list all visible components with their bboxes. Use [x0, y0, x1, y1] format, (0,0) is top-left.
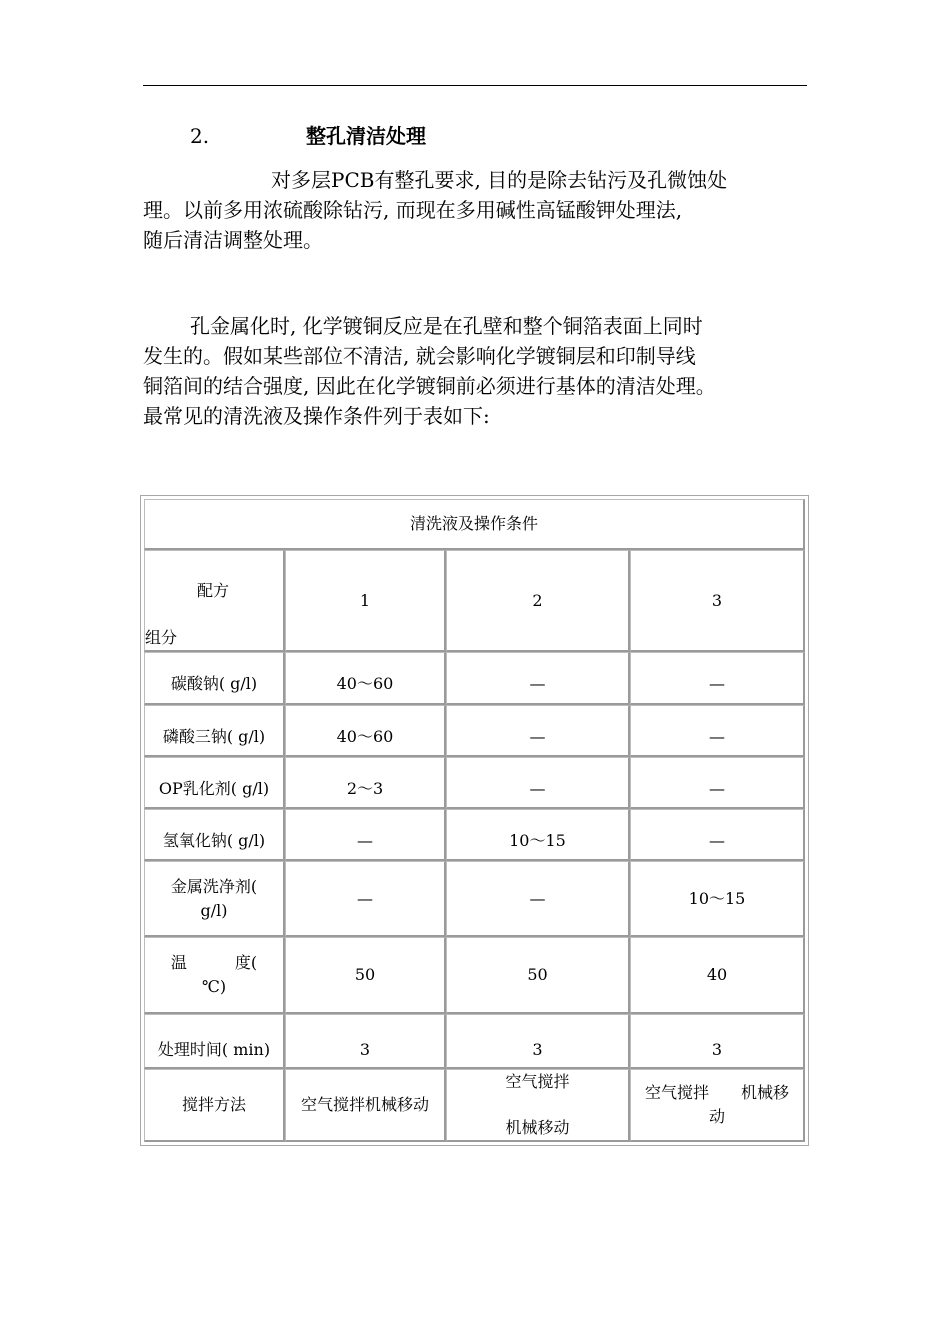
corner-label-formula: 配方 [197, 581, 230, 600]
table-cell: — [630, 757, 805, 809]
column-header: 2 [446, 550, 630, 652]
table-cell: 3 [630, 1014, 805, 1069]
table-cell: — [446, 757, 630, 809]
paragraph-line: 对多层PCB有整孔要求, 目的是除去钻污及孔微蚀处 [271, 168, 728, 192]
table-cell: — [630, 809, 805, 861]
table-cell: — [446, 705, 630, 757]
table-row [144, 1014, 805, 1069]
table-header-corner [144, 550, 285, 652]
row-label: 磷酸三钠( g/l) [144, 705, 285, 757]
paragraph-line: 发生的。假如某些部位不清洁, 就会影响化学镀铜层和印制导线 [143, 344, 696, 368]
table-row [144, 652, 805, 705]
row-label: 氢氧化钠( g/l) [144, 809, 285, 861]
table-cell [630, 1069, 805, 1142]
row-label-line: ℃) [201, 977, 227, 996]
table-caption: 清洗液及操作条件 [144, 499, 805, 550]
cell-line: 空气搅拌 [505, 1072, 570, 1091]
paragraph-purpose [143, 165, 808, 255]
table-cell: 40～60 [285, 705, 446, 757]
column-header: 3 [630, 550, 805, 652]
table-row [144, 861, 805, 937]
table-cell: 3 [446, 1014, 630, 1069]
cell-line: 空气搅拌 机械移 [645, 1083, 790, 1102]
table-row [144, 757, 805, 809]
table-cell: 3 [285, 1014, 446, 1069]
table-cell: 10～15 [446, 809, 630, 861]
paragraph-line: 随后清洁调整处理。 [143, 228, 323, 252]
cell-line: 动 [709, 1107, 726, 1126]
row-label: 搅拌方法 [144, 1069, 285, 1142]
table-cell: 50 [446, 937, 630, 1014]
section-number: 2. [190, 124, 210, 148]
row-label [144, 861, 285, 937]
paragraph-metallization [143, 311, 808, 431]
table-cell: — [285, 861, 446, 937]
table-cell: 2～3 [285, 757, 446, 809]
cell-line: 机械移动 [505, 1118, 570, 1137]
table-cell: 空气搅拌机械移动 [285, 1069, 446, 1142]
row-label-line: 金属洗净剂( [170, 876, 258, 896]
table-row [144, 937, 805, 1014]
table-cell: 40～60 [285, 652, 446, 705]
paragraph-line: 孔金属化时, 化学镀铜反应是在孔壁和整个铜箔表面上同时 [190, 314, 703, 338]
row-label: 碳酸钠( g/l) [144, 652, 285, 705]
table-cell: — [630, 652, 805, 705]
table-cell: — [446, 861, 630, 937]
table-row [144, 809, 805, 861]
table-cell: — [285, 809, 446, 861]
row-label: 处理时间( min) [144, 1014, 285, 1069]
paragraph-line: 最常见的清洗液及操作条件列于表如下: [143, 404, 490, 428]
section-title: 整孔清洁处理 [306, 124, 426, 148]
table-cell: 50 [285, 937, 446, 1014]
column-header: 1 [285, 550, 446, 652]
table-row [144, 1069, 805, 1142]
section-heading [190, 122, 426, 150]
row-label-line: g/l) [200, 900, 228, 920]
paragraph-line: 理。以前多用浓硫酸除钻污, 而现在多用碱性高锰酸钾处理法, [143, 198, 683, 222]
table-cell [446, 1069, 630, 1142]
table-cell: 40 [630, 937, 805, 1014]
row-label-line: 温 度( [170, 953, 258, 972]
table-cell: — [446, 652, 630, 705]
table-cell: 10～15 [630, 861, 805, 937]
table-row [144, 705, 805, 757]
table-cell: — [630, 705, 805, 757]
corner-label-component: 组分 [145, 628, 178, 647]
cleaning-solution-table [144, 499, 805, 1142]
row-label: OP乳化剂( g/l) [144, 757, 285, 809]
header-rule [143, 85, 807, 86]
row-label [144, 937, 285, 1014]
paragraph-line: 铜箔间的结合强度, 因此在化学镀铜前必须进行基体的清洁处理。 [143, 374, 716, 398]
